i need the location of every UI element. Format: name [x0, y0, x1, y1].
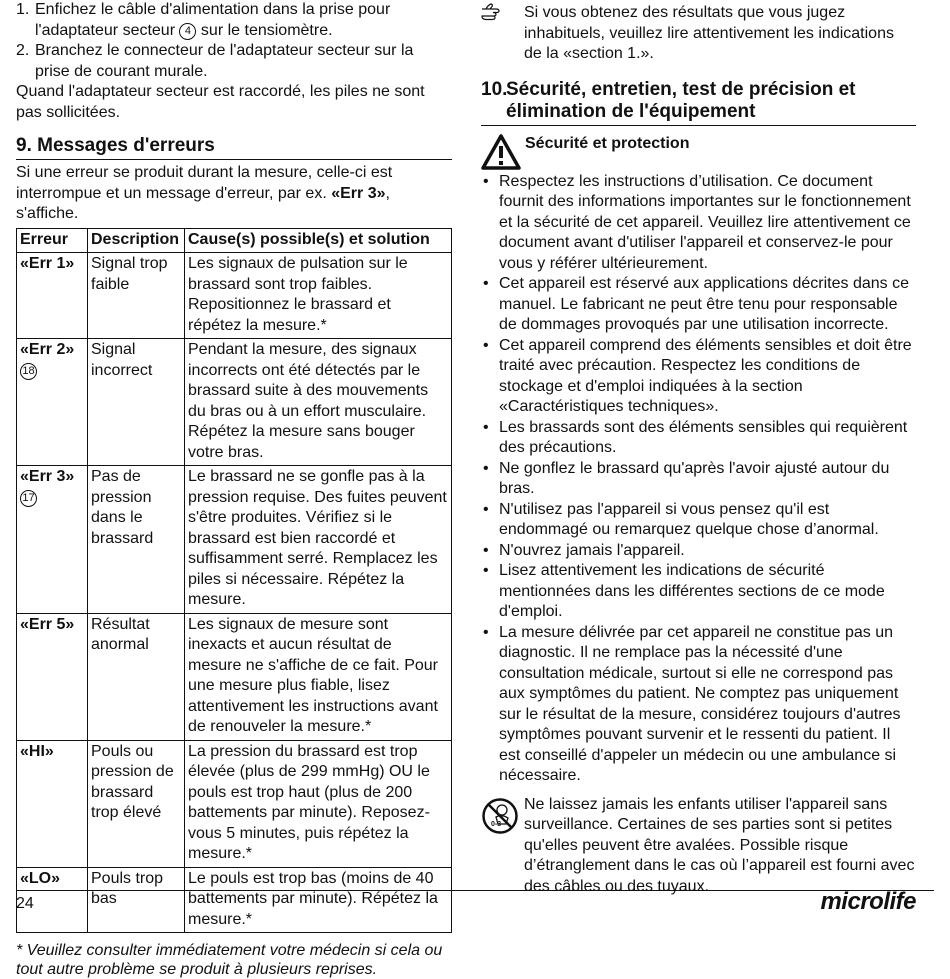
safety-heading: Sécurité et protection: [481, 134, 916, 172]
table-row: [17, 466, 452, 614]
section-10-title: 10. Sécurité, entretien, test de précision et élimination de l'équipement: [481, 79, 916, 126]
list-item: • Respectez les instructions d’utilisation. Ce document fournit des informations importantes sur le fonctionnement et la sécurité de cet appareil. Veuillez lire attentivement ce document avant d'utiliser l'appareil et conservez-le pour vous y référer ultérieurement.: [481, 172, 916, 275]
step-2: 2. Branchez le connecteur de l'adaptateur secteur sur la prise de courant murale.: [16, 42, 414, 80]
warning-triangle-icon: [481, 134, 521, 177]
table-row: [17, 339, 452, 466]
error-code: «Err 3»: [20, 468, 75, 485]
error-description: Pouls ou pression de brassard trop élevé: [88, 740, 185, 867]
unusual-results-note: Si vous obtenez des résultats que vous jugez inhabituels, veuillez lire attentivement les indications de la «section 1.».: [481, 3, 916, 65]
table-footnote: * Veuillez consulter immédiatement votre médecin si cela ou tout autre problème se produit à plusieurs reprises.: [16, 942, 443, 978]
adapter-note: Quand l'adaptateur secteur est raccordé, les piles ne sont pas sollicitées.: [16, 83, 425, 121]
error-description: Pas de pression dans le brassard: [88, 466, 185, 614]
error-code: «Err 2»: [20, 341, 75, 358]
reference-number: 4: [179, 23, 196, 40]
step-1: 1. Enfichez le câble d'alimentation dans la prise pour l'adaptateur secteur 4 sur le tensiomètre.: [16, 1, 391, 39]
error-table: [16, 228, 452, 934]
error-cause: La pression du brassard est trop élevée (plus de 299 mmHg) OU le pouls est trop haut (plus de 200 battements par minute). Reposez-vous 5 minutes, puis répétez la mesure.*: [185, 740, 452, 867]
error-description: Signal trop faible: [88, 253, 185, 339]
page-number: 24: [16, 895, 34, 912]
error-code: «Err 5»: [20, 615, 75, 633]
error-cause: Pendant la mesure, des signaux incorrects ont été détectés par le brassard suite à des mouvements du bras ou à un effort musculaire. Répétez la mesure sans bouger votre bras.: [185, 339, 452, 466]
error-code: «HI»: [20, 742, 54, 760]
error-cause: Le brassard ne se gonfle pas à la pression requise. Des fuites peuvent s'être produites. Vérifiez si le brassard est bien raccordé et suffisamment serré. Remplacez les piles si nécessaire. Répétez la mesure.: [185, 466, 452, 614]
error-cause: Les signaux de pulsation sur le brassard sont trop faibles. Repositionnez le brassard et répétez la mesure.*: [185, 253, 452, 339]
list-item: • Cet appareil comprend des éléments sensibles et doit être traité avec précaution. Respectez les conditions de stockage et d'emploi indiquées à la section «Caractéristiques techniques».: [481, 336, 916, 418]
header-error: Erreur: [17, 228, 88, 253]
error-code: «LO»: [20, 869, 61, 887]
error-table-header: [17, 228, 452, 253]
table-row: [17, 867, 452, 933]
list-item: • N'ouvrez jamais l'appareil.: [481, 541, 916, 562]
error-code: «Err 1»: [20, 255, 75, 272]
table-row: [17, 740, 452, 867]
no-children-0-3-icon: [481, 797, 519, 842]
pointing-hand-icon: [481, 3, 507, 21]
right-column: [481, 0, 916, 897]
reference-number: 18: [20, 363, 37, 380]
error-description: Pouls trop bas: [88, 867, 185, 933]
footer-rule: [16, 890, 934, 891]
header-description: Description: [88, 228, 185, 253]
child-warning: 0-3 Ne laissez jamais les enfants utiliser l'appareil sans surveillance. Certaines de ses parties sont si petites qu'elles peuvent être avalées. Possible risque d’étranglement dans le cas où l’appareil est fourni avec des câbles ou des tuyaux.: [481, 795, 916, 898]
error-description: Signal incorrect: [88, 339, 185, 466]
header-cause: Cause(s) possible(s) et solution: [185, 228, 452, 253]
left-column: [16, 0, 452, 979]
list-item: • La mesure délivrée par cet appareil ne constitue pas un diagnostic. Il ne remplace pas la nécessité d'une consultation médicale, surtout si elle ne correspond pas aux symptômes du patient. Ne comptez pas uniquement sur le résultat de la mesure, considérez toujours d'autres symptômes pouvant survenir et le ressenti du patient. Il est conseillé d'appeler un médecin ou une ambulance si nécessaire.: [481, 623, 916, 787]
error-cause: Les signaux de mesure sont inexacts et aucun résultat de mesure ne s'affiche de ce fait. Pour une mesure plus fiable, lisez attentivement les instructions avant de renouveler la mesure.*: [185, 613, 452, 740]
list-item: • N'utilisez pas l'appareil si vous pensez qu'il est endommagé ou remarquez quelque chose d’anormal.: [481, 500, 916, 541]
list-item: • Lisez attentivement les indications de sécurité mentionnées dans les différentes sections de ce mode d'emploi.: [481, 561, 916, 623]
error-cause: Le pouls est trop bas (moins de 40 battements par minute). Répétez la mesure.*: [185, 867, 452, 933]
error-description: Résultat anormal: [88, 613, 185, 740]
svg-text:0-3: 0-3: [491, 820, 502, 828]
table-row: [17, 613, 452, 740]
list-item: • Cet appareil est réservé aux applications décrites dans ce manuel. Le fabricant ne peut être tenu pour responsable de dommages provoqués par une utilisation incorrecte.: [481, 274, 916, 336]
section-9-title: 9. Messages d'erreurs: [16, 135, 452, 160]
table-row: [17, 253, 452, 339]
list-item: • Les brassards sont des éléments sensibles qui requièrent des précautions.: [481, 418, 916, 459]
section-9-intro: Si une erreur se produit durant la mesure, celle-ci est interrompue et un message d'erreur, par ex. «Err 3», s'affiche.: [16, 164, 393, 222]
brand-logo: microlife: [820, 888, 916, 915]
connection-steps: [16, 0, 452, 82]
list-item: • Ne gonflez le brassard qu'après l'avoir ajusté autour du bras.: [481, 459, 916, 500]
reference-number: 17: [20, 490, 37, 507]
safety-bullets: [481, 172, 916, 787]
